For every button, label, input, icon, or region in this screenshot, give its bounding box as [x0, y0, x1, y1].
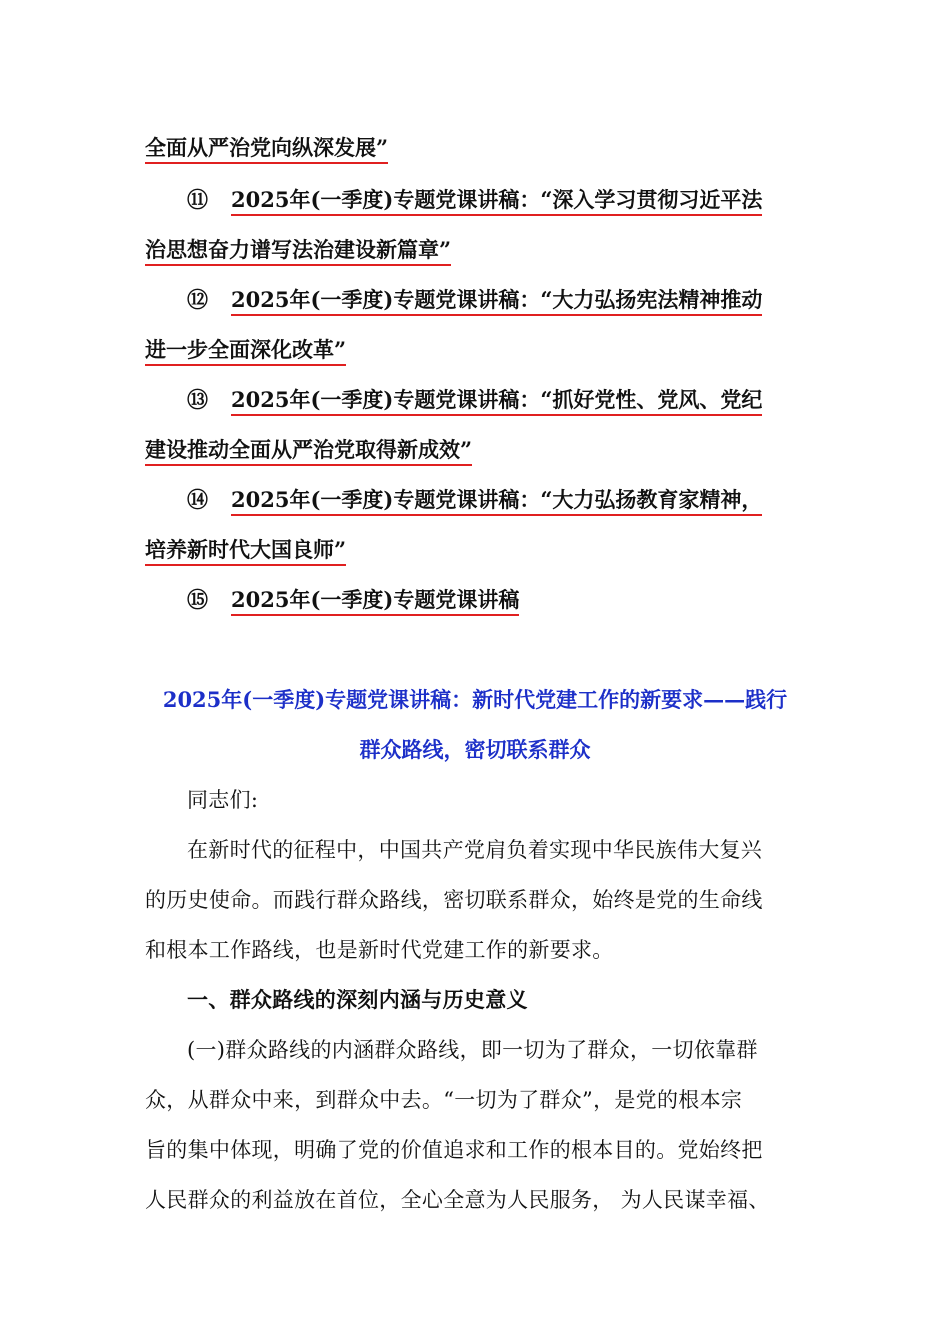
- paragraph-1-line: 的历史使命。而践行群众路线，密切联系群众，始终是党的生命线: [145, 888, 763, 912]
- toc-item-13[interactable]: [145, 385, 810, 415]
- toc-link-text[interactable]: 2025年(一季度)专题党课讲稿：“深入学习贯彻习近平法: [231, 187, 762, 216]
- paragraph-1-line: 在新时代的征程中，中国共产党肩负着实现中华民族伟大复兴: [187, 838, 763, 862]
- toc-item-11-cont[interactable]: [145, 235, 810, 265]
- toc-link-text[interactable]: 2025年(一季度)专题党课讲稿：“抓好党性、党风、党纪: [231, 387, 762, 416]
- toc-link-text[interactable]: 2025年(一季度)专题党课讲稿：“大力弘扬宪法精神推动: [231, 287, 762, 316]
- toc-item-number: ⑭: [187, 487, 208, 512]
- toc-item-number: ⑪: [187, 187, 208, 212]
- toc-link-text[interactable]: 2025年(一季度)专题党课讲稿：“大力弘扬教育家精神，: [231, 487, 762, 516]
- toc-item-12-cont[interactable]: [145, 335, 810, 365]
- toc-item-number: ⑮: [187, 587, 208, 612]
- toc-item-11[interactable]: [145, 185, 810, 215]
- greeting: 同志们:: [187, 788, 259, 812]
- paragraph-2-line: 众，从群众中来，到群众中去。“一切为了群众”，是党的根本宗: [145, 1088, 743, 1112]
- paragraph-2-line: 人民群众的利益放在首位，全心全意为人民服务， 为人民谋幸福、: [145, 1188, 770, 1212]
- toc-item-14[interactable]: [145, 485, 810, 515]
- toc-link-text[interactable]: 2025年(一季度)专题党课讲稿: [231, 587, 519, 616]
- toc-item-14-cont[interactable]: [145, 535, 810, 565]
- toc-item-number: ⑫: [187, 287, 208, 312]
- toc-item-15[interactable]: [145, 585, 810, 615]
- toc-item-continuation[interactable]: [145, 133, 810, 163]
- paragraph-1-line: 和根本工作路线，也是新时代党建工作的新要求。: [145, 938, 614, 962]
- toc-link-text[interactable]: 培养新时代大国良师”: [145, 537, 346, 566]
- toc-item-12[interactable]: [145, 285, 810, 315]
- toc-link-text[interactable]: 治思想奋力谱写法治建设新篇章”: [145, 237, 451, 266]
- paragraph-2-line: 旨的集中体现，明确了党的价值追求和工作的根本目的。党始终把: [145, 1138, 763, 1162]
- section-heading: 一、群众路线的深刻内涵与历史意义: [187, 987, 528, 1012]
- toc-link-text[interactable]: 全面从严治党向纵深发展”: [145, 135, 388, 164]
- paragraph-2-line: (一)群众路线的内涵群众路线，即一切为了群众，一切依靠群: [187, 1038, 758, 1062]
- toc-link-text[interactable]: 进一步全面深化改革”: [145, 337, 346, 366]
- toc-item-13-cont[interactable]: [145, 435, 810, 465]
- toc-link-text[interactable]: 建设推动全面从严治党取得新成效”: [145, 437, 472, 466]
- article-title-line-1: 2025年(一季度)专题党课讲稿：新时代党建工作的新要求——践行: [162, 687, 788, 712]
- article-title-line-2: 群众路线，密切联系群众: [359, 737, 591, 762]
- toc-item-number: ⑬: [187, 387, 208, 412]
